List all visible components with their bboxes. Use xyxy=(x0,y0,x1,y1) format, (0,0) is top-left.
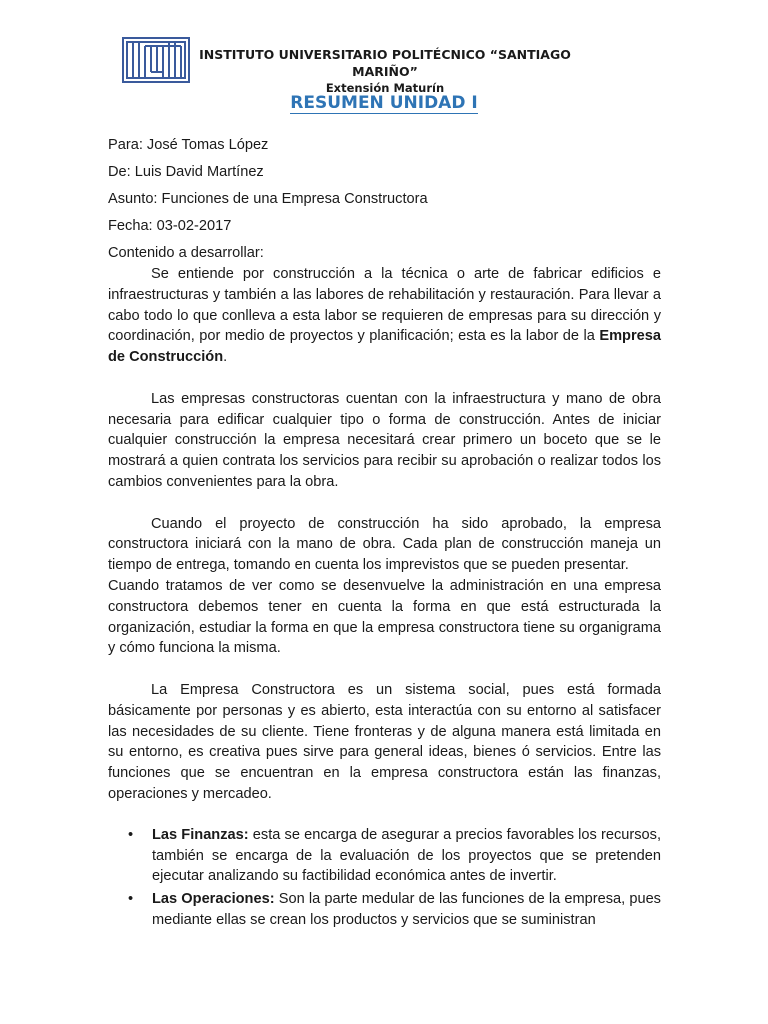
memo-fields xyxy=(108,132,428,267)
institute-header xyxy=(190,46,580,97)
paragraph-1 xyxy=(108,264,661,368)
memo-fecha: Fecha: 03-02-2017 xyxy=(108,218,232,234)
list-item xyxy=(108,825,661,887)
document-body xyxy=(108,264,661,933)
function-text: esta se encarga de asegurar a precios favorables los recursos, también se encarga de la evaluación de los proyectos que se pretenden ejecutar analizando su factibilidad económica antes de invertir. xyxy=(152,826,661,885)
memo-contenido: Contenido a desarrollar: xyxy=(108,245,264,261)
institute-logo-icon xyxy=(121,36,191,84)
paragraph-3b: Cuando tratamos de ver como se desenvuelve la administración en una empresa constructora debemos tener en cuenta la forma en que está estructurada la organización, estudiar la forma en que la empresa constructora tiene su organigrama y cómo funciona la misma. xyxy=(108,577,661,657)
paragraph-3: Cuando el proyecto de construcción ha sido aprobado, la empresa constructora iniciará con la mano de obra. Cada plan de construcción maneja un tiempo de entrega, tomando en cuenta los imprevistos que se pueden presentar. xyxy=(108,515,661,574)
document-title-text: RESUMEN UNIDAD I xyxy=(290,93,478,113)
memo-para: Para: José Tomas López xyxy=(108,137,269,153)
bullet-icon: • xyxy=(128,891,134,908)
bullet-icon: • xyxy=(128,826,134,843)
functions-list xyxy=(108,825,661,931)
paragraph-1-text: Se entiende por construcción a la técnica o arte de fabricar edificios e infraestructuras y también a las labores de rehabilitación y restauración. Para llevar a cabo todo lo que conlleva a esta labor se requieren de empresas para su dirección y coordinación, por medio de proyectos y planificación; esta es la labor de la xyxy=(108,266,661,345)
function-text: Son la parte medular de las funciones de la empresa, pues mediante ellas se crean los productos y servicios que se suministran xyxy=(152,891,661,928)
memo-de: De: Luis David Martínez xyxy=(108,164,264,180)
institute-name: INSTITUTO UNIVERSITARIO POLITÉCNICO “SANTIAGO MARIÑO” xyxy=(199,47,571,79)
institute-extension: Extensión Maturín xyxy=(325,81,445,95)
function-label: Las Operaciones: xyxy=(152,891,275,908)
list-item xyxy=(108,889,661,931)
paragraph-4: La Empresa Constructora es un sistema social, pues está formada básicamente por personas y es abierto, esta interactúa con su entorno al satisfacer las necesidades de su cliente. Tiene fronteras y de alguna manera está limitada en su entorno, es creativa pues sirve para general ideas, bienes ó servicios. Entre las funciones que se encuentran en la empresa constructora están las finanzas, operaciones y mercadeo. xyxy=(108,681,661,802)
memo-asunto: Asunto: Funciones de una Empresa Constructora xyxy=(108,191,428,207)
paragraph-1-bold: Empresa de Construcción xyxy=(108,328,661,366)
paragraph-2: Las empresas constructoras cuentan con la infraestructura y mano de obra necesaria para edificar cualquier tipo o forma de construcción. Antes de iniciar cualquier construcción la empresa necesitará crear primero un boceto que se le mostrará a quien contrata los servicios para recibir su aprobación o realizar todos los cambios convenientes para la obra. xyxy=(108,390,661,490)
document-title xyxy=(0,93,768,113)
paragraph-1-end: . xyxy=(223,349,228,366)
function-label: Las Finanzas: xyxy=(152,826,249,843)
